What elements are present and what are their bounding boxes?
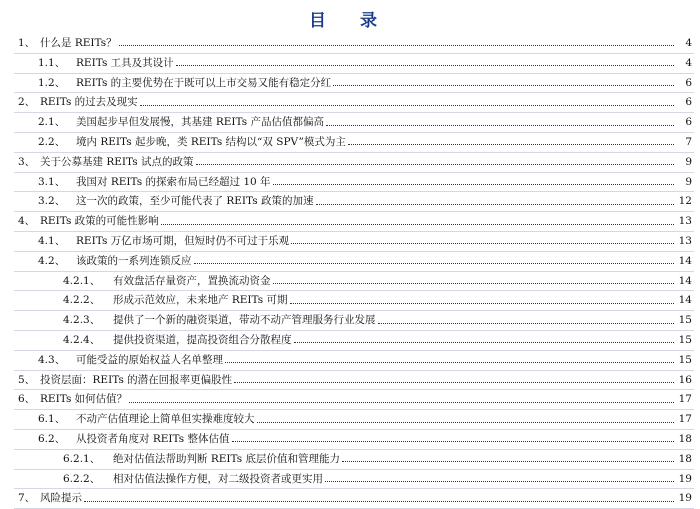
toc-entry-title: REITs 工具及其设计 [76,56,174,69]
toc-entry-title: 可能受益的原始权益人名单整理 [76,353,223,366]
toc-entry-title: 我国对 REITs 的探索布局已经超过 10 年 [76,175,271,188]
toc-entry-title: 提供了一个新的融资渠道，带动不动产管理服务行业发展 [113,314,376,327]
toc-entry-page: 6 [685,96,692,109]
toc-entry-title: 什么是 REITs？ [40,37,117,49]
toc-entry-title: 投资层面：REITs 的潜在回报率更偏股性 [40,373,233,386]
dot-leader [316,204,674,205]
toc-entry-page: 19 [678,492,692,505]
toc-entry[interactable] [0,74,700,94]
toc-entry-number: 2.1、 [38,116,66,129]
toc-entry-number: 3.1、 [38,175,66,188]
toc-entry[interactable] [0,173,700,193]
toc-entry-page: 6 [685,76,692,89]
toc-entry-title: 绝对估值法帮助判断 REITs 底层价值和管理能力 [113,452,341,465]
toc-entry[interactable] [0,351,700,371]
toc-entry-title: 形成示范效应，未来地产 REITs 可期 [113,294,288,307]
toc-entry-number: 5、 [18,373,36,386]
table-of-contents [0,34,700,509]
toc-entry[interactable] [0,34,700,54]
toc-entry-title: REITs 政策的可能性影响 [40,215,159,228]
toc-entry-title: 这一次的政策，至少可能代表了 REITs 政策的加速 [76,195,314,208]
toc-entry[interactable] [0,450,700,470]
toc-entry-number: 6.1、 [38,413,66,426]
toc-entry[interactable] [0,291,700,311]
dot-leader [225,362,674,363]
toc-entry-number: 7、 [18,492,36,505]
toc-entry-page: 18 [678,452,692,465]
toc-entry-page: 16 [678,373,692,386]
toc-entry-page: 15 [678,314,692,327]
dot-leader [273,184,674,185]
toc-entry-title: 提供投资渠道，提高投资组合分散程度 [113,333,292,346]
dot-leader [232,441,674,442]
toc-entry-page: 7 [685,135,692,148]
toc-entry-title: 风险提示 [40,492,82,505]
toc-entry[interactable] [0,93,700,113]
toc-entry[interactable] [0,272,700,292]
page-title: 目 录 [309,11,391,31]
dot-leader [342,461,674,462]
toc-entry[interactable] [0,192,700,212]
toc-entry-number: 1.2、 [38,76,66,89]
toc-entry-number: 4.1、 [38,234,66,247]
toc-entry-title: 相对估值法操作方便，对二级投资者或更实用 [113,472,323,485]
toc-entry[interactable] [0,331,700,351]
toc-entry-page: 14 [678,274,692,287]
toc-entry-page: 13 [678,215,692,228]
toc-entry-number: 6.2.2、 [63,472,101,485]
dot-leader [333,85,674,86]
toc-entry-page: 15 [678,353,692,366]
dot-leader [257,422,675,423]
toc-entry-number: 1.1、 [38,56,66,69]
dot-leader [234,382,674,383]
toc-entry-number: 4.3、 [38,353,66,366]
dot-leader [294,342,675,343]
toc-entry-title: 有效盘活存量资产，置换流动资金 [113,274,271,287]
toc-entry-number: 4.2.3、 [63,314,101,327]
toc-entry[interactable] [0,252,700,272]
toc-entry-title: REITs 如何估值？ [40,393,128,406]
toc-entry-page: 14 [678,254,692,267]
toc-entry-number: 2.2、 [38,135,66,148]
toc-entry[interactable] [0,133,700,153]
toc-entry-title: 美国起步早但发展慢，其基建 REITs 产品估值都偏高 [76,116,325,129]
dot-leader [348,144,674,145]
toc-entry-title: 境内 REITs 起步晚，类 REITs 结构以“双 SPV”模式为主 [76,135,346,148]
toc-entry-title: 不动产估值理论上简单但实操难度较大 [76,413,255,426]
toc-entry[interactable] [0,311,700,331]
toc-entry-number: 3.2、 [38,195,66,208]
toc-entry[interactable] [0,390,700,410]
dot-leader [196,164,674,165]
dot-leader [326,125,674,126]
toc-entry-page: 9 [685,155,692,168]
toc-entry-number: 4.2.1、 [63,274,101,287]
dot-leader [161,224,674,225]
toc-entry[interactable] [0,430,700,450]
toc-entry-number: 3、 [18,155,36,168]
toc-entry-title: 关于公募基建 REITs 试点的政策 [40,155,194,168]
toc-entry-title: 该政策的一系列连锁反应 [76,254,192,267]
toc-entry-number: 1、 [18,37,36,49]
dot-leader [119,45,674,46]
toc-entry-title: REITs 的主要优势在于既可以上市交易又能有稳定分红 [76,76,332,89]
toc-entry-number: 4、 [18,215,36,228]
dot-leader [84,501,674,502]
dot-leader [378,323,675,324]
toc-entry-number: 4.2、 [38,254,66,267]
toc-entry-page: 12 [678,195,692,208]
toc-entry-number: 6、 [18,393,36,406]
toc-entry-page: 15 [678,333,692,346]
toc-entry-page: 18 [678,432,692,445]
dot-leader [291,243,674,244]
toc-entry-title: REITs 万亿市场可期，但短时仍不可过于乐观 [76,234,290,247]
toc-entry-page: 4 [685,37,692,49]
toc-entry-title: 从投资者角度对 REITs 整体估值 [76,432,230,445]
toc-entry[interactable] [0,470,700,490]
toc-entry[interactable] [0,489,700,509]
toc-entry[interactable] [0,212,700,232]
dot-leader [129,402,674,403]
toc-entry-page: 17 [678,413,692,426]
toc-entry-page: 13 [678,234,692,247]
toc-entry-page: 19 [678,472,692,485]
toc-entry-title: REITs 的过去及现实 [40,96,138,109]
toc-entry-page: 9 [685,175,692,188]
toc-entry[interactable] [0,54,700,74]
dot-leader [325,481,674,482]
toc-entry-number: 4.2.2、 [63,294,101,307]
dot-leader [140,105,674,106]
toc-entry-number: 6.2.1、 [63,452,101,465]
toc-entry[interactable] [0,232,700,252]
dot-leader [273,283,675,284]
dot-leader [176,65,674,66]
toc-entry-number: 2、 [18,96,36,109]
toc-entry-number: 6.2、 [38,432,66,445]
dot-leader [194,263,675,264]
toc-entry-page: 17 [678,393,692,406]
toc-entry[interactable] [0,410,700,430]
toc-entry-page: 6 [685,116,692,129]
toc-entry[interactable] [0,113,700,133]
toc-entry-page: 4 [685,56,692,69]
toc-entry[interactable] [0,371,700,391]
toc-entry-number: 4.2.4、 [63,333,101,346]
toc-entry[interactable] [0,153,700,173]
toc-entry-page: 14 [678,294,692,307]
dot-leader [290,303,674,304]
